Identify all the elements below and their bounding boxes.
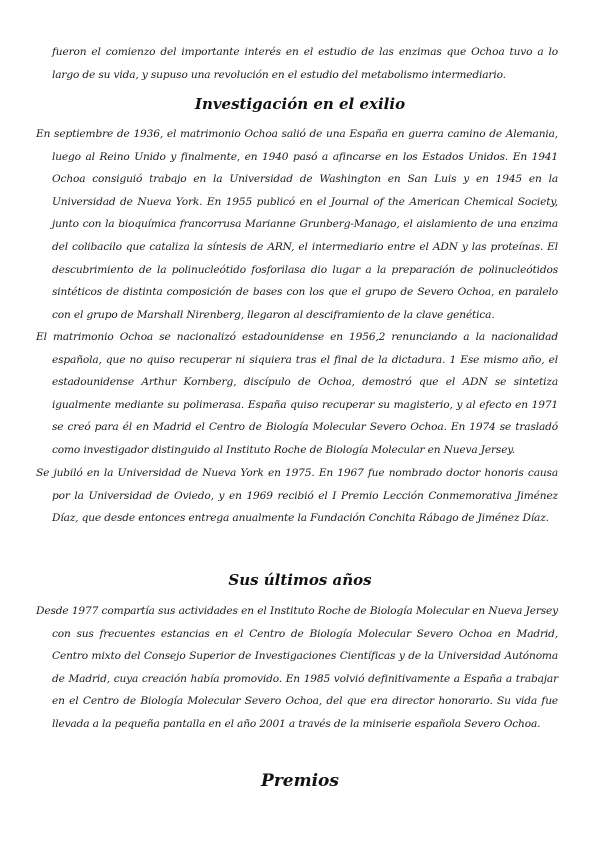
paragraph-exile-2: El matrimonio Ochoa se nacionalizó estadounidense en 1956,2 renunciando a la nacionalidad española, que no quiso recuperar ni siquiera tras el final de la dictadura. 1 Ese mismo año, el estadounidense Arthur Kornberg, discípulo de Ochoa, demostró que el ADN se sintetiza igualmente mediante su polimerasa. España quiso recuperar su magisterio, y al efecto en 1971 se creó para él en Madrid el Centro de Biología Molecular Severo Ochoa. En 1974 se trasladó como investigador distinguido al Instituto Roche de Biología Molecular en Nueva Jersey. xyxy=(36,331,558,456)
paragraph-last-years-1: Desde 1977 compartía sus actividades en el Instituto Roche de Biología Molecular en Nueva Jersey con sus frecuentes estancias en el Centro de Biología Molecular Severo Ochoa en Madrid, Centro mixto del Consejo Superior de Investigaciones Científicas y de la Universidad Autónoma de Madrid, cuya creación había promovido. En 1985 volvió definitivamente a España a trabajar en el Centro de Biología Molecular Severo Ochoa, del que era director honorario. Su vida fue llevada a la pequeña pantalla en el año 2001 a través de la miniserie española Severo Ochoa. xyxy=(36,605,558,730)
paragraph-exile-1: En septiembre de 1936, el matrimonio Ochoa salió de una España en guerra camino de Alemania, luego al Reino Unido y finalmente, en 1940 pasó a afincarse en los Estados Unidos. En 1941 Ochoa consiguió trabajo en la Universidad de Washington en San Luis y en 1945 en la Universidad de Nueva York. En 1955 publicó en el Journal of the American Chemical Society, junto con la bioquímica francorrusa Marianne Grunberg-Manago, el aislamiento de una enzima del colibacilo que cataliza la síntesis de ARN, el intermediario entre el ADN y las proteínas. El descubrimiento de la polinucleótido fosforilasa dio lugar a la preparación de polinucleótidos sintéticos de distinta composición de bases con los que el grupo de Severo Ochoa, en paralelo con el grupo de Marshall Nirenberg, llegaron al desciframiento de la clave genética. xyxy=(36,128,558,321)
section-heading-exile: Investigación en el exilio xyxy=(194,95,406,113)
section-heading-awards: Premios xyxy=(261,771,339,791)
section-heading-last-years: Sus últimos años xyxy=(228,571,372,589)
intro-paragraph: fueron el comienzo del importante interés en el estudio de las enzimas que Ochoa tuvo a lo largo de su vida, y supuso una revolución en el estudio del metabolismo intermediario. xyxy=(52,46,558,81)
paragraph-exile-3: Se jubiló en la Universidad de Nueva York en 1975. En 1967 fue nombrado doctor honoris causa por la Universidad de Oviedo, y en 1969 recibió el I Premio Lección Conmemorativa Jiménez Díaz, que desde entonces entrega anualmente la Fundación Conchita Rábago de Jiménez Díaz. xyxy=(36,467,558,525)
